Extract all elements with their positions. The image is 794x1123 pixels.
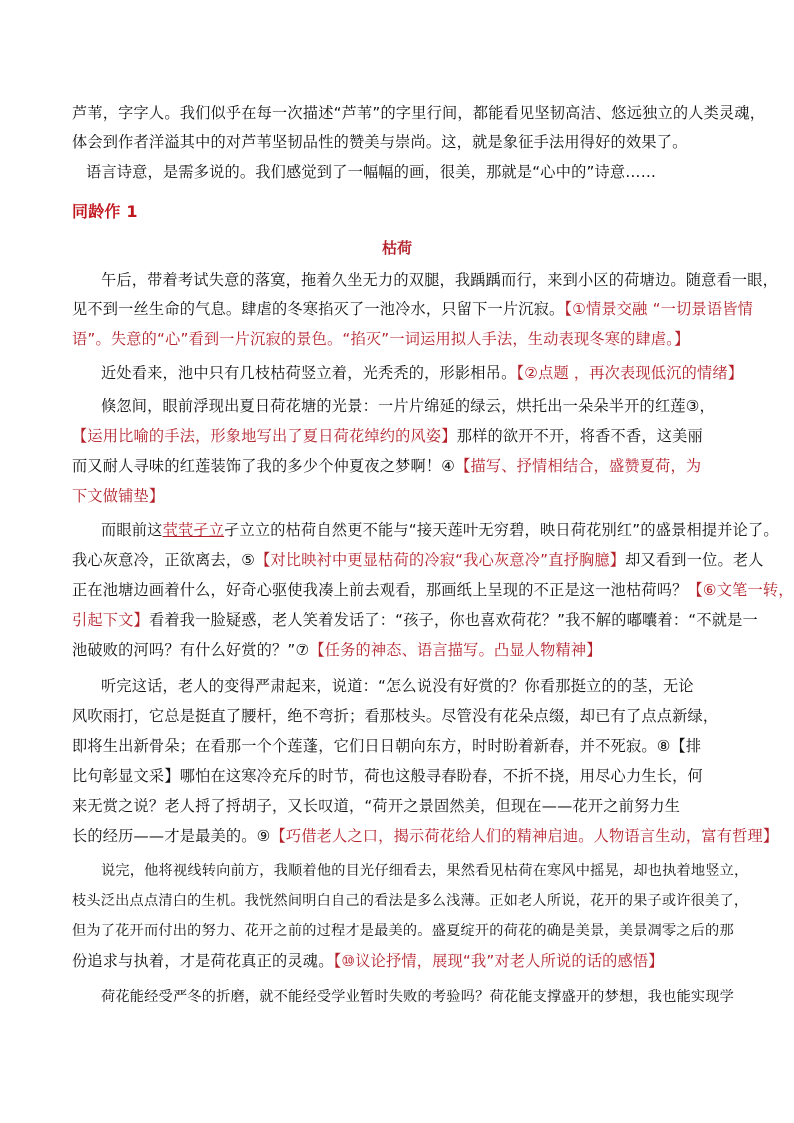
p4-line-5 [72,640,724,660]
p7-line-1: 荷花能经受严冬的折磨，就不能经受学业暂时失败的考验吗？荷花能支撑盛开的梦想，我也能实现学 [101,989,735,1005]
p4-annotation-c: 引起下文】 [72,611,149,629]
p5-text-6: 长的经历——才是最美的。⑨ [72,827,271,845]
intro-line-1: 芦苇，字字人。我们似乎在每一次描述“芦苇”的字里行间，都能看见坚韧高洁、悠远独立的人类灵魂， [72,104,766,122]
p4-annotation-d: 【任务的神态、语言描写。凸显人物精神】 [309,641,602,659]
p4-line-4 [72,610,758,630]
intro-line-3: 语言诗意，是需多说的。我们感觉到了一幅幅的画，很美，那就是“心中的”诗意…… [86,163,657,181]
p3-text-2: 那样的欲开不开，将香不香，这美丽 [456,427,703,445]
p2-text: 近处看来，池中只有几枝枯荷竖立着，光秃秃的，形影相吊。 [101,364,517,382]
p3-line-3 [72,456,724,476]
p5-annotation: 【巧借老人之口，揭示荷花给人们的精神启迪。人物语言生动，富有哲理】 [270,827,779,845]
p6-line-4 [72,951,724,971]
p3-line-1: 倏忽间，眼前浮现出夏日荷花塘的光景：一片片绵延的绿云，烘托出一朵朵半开的红莲③， [101,397,715,415]
p4-text-1c: 孑立立的枯荷自然更不能与“接天莲叶无穷碧，映日荷花别红”的盛景相提并论了。 [224,521,779,539]
p6-line-2: 枝头泛出点点清白的生机。我恍然间明白自己的看法是多么浅薄。正如老人所说，花开的果子或许很美了， [72,893,749,909]
p6-line-1: 说完，他将视线转向前方，我顺着他的目光仔细看去，果然看见枯荷在寒风中摇晃，却也执着地竖立， [101,863,749,879]
p1-text: 见不到一丝生命的气息。肆虐的冬寒掐灭了一池冷水，只留下一片沉寂。 [72,300,565,318]
p5-line-4: 比句彰显文采】哪怕在这寒冷充斥的时节，荷也这般寻春盼春，不折不挠，用尽心力生长，何 [72,767,703,785]
p4-line-1 [101,520,779,540]
p4-text-1a: 而眼前这 [101,521,163,539]
p5-line-6 [72,826,779,846]
p3-text-3: 而又耐人寻味的红莲装饰了我的多少个仲夏夜之梦啊！④ [72,457,456,475]
section-heading: 同龄作 1 [72,202,138,221]
p1-line-2 [72,299,753,319]
p1-annotation-b: 语”。失意的“心”看到一片沉寂的景色。“掐灭”一词运用拟人手法，生动表现冬寒的肆虐。】 [72,330,690,348]
p4-text-4: 看着我一脸疑惑，老人笑着发话了：“孩子，你也喜欢荷花？”我不解的嘟囔着：“不就是一 [148,611,758,629]
p1-line-1: 午后，带着考试失意的落寞，拖着久坐无力的双腿，我踽踽而行，来到小区的荷塘边。随意看一眼， [101,271,779,289]
essay-title: 枯荷 [381,239,412,257]
p3-annotation-b: 【描写、抒情相结合，盛赞夏荷，为 [455,457,702,475]
p2-line [101,363,744,383]
p6-line-3: 但为了花开而付出的努力、花开之前的过程才是最美的。盛夏绽开的荷花的确是美景，美景凋零之后的那 [72,923,734,939]
p4-annotation-b: 【⑥文笔一转， [687,581,794,599]
p3-line-2 [72,426,724,446]
p4-line-2 [72,550,764,570]
p6-text-4: 份追求与执着，才是荷花真正的灵魂。 [72,952,334,970]
p4-text-3: 正在池塘边画着什么，好奇心驱使我凑上前去观看，那画纸上呈现的不正是这一池枯荷吗？ [72,581,688,599]
p6-annotation: 【⑩议论抒情，展现“我”对老人所说的话的感悟】 [333,952,664,970]
p4-line-3 [72,580,794,600]
p5-line-5: 来无赏之说？老人捋了捋胡子，又长叹道，“荷开之景固然美，但现在——花开之前努力生 [72,797,681,815]
p2-annotation: 【②点题 ，再次表现低沉的情绪】 [516,364,744,382]
p4-text-2: 我心灰意冷，正欲离去，⑤ [72,551,256,569]
p5-line-1: 听完这话，老人的变得严肃起来，说道：“怎么说没有好赏的？你看那挺立的的茎，无论 [101,677,694,695]
p4-highlight: 茕茕孑立 [162,521,225,539]
p4-text-2b: 却又看到一位。老人 [625,551,764,569]
p4-text-5: 池破败的河吗？有什么好赏的？”⑦ [72,641,310,659]
p3-annotation-a: 【运用比喻的手法，形象地写出了夏日荷花绰约的风姿】 [72,427,457,445]
intro-line-2: 体会到作者洋溢其中的对芦苇坚韧品性的赞美与崇尚。这，就是象征手法用得好的效果了。 [72,133,688,151]
p5-line-2: 风吹雨打，它总是挺直了腰杆，绝不弯折；看那枝头。尽管没有花朵点缀，却已有了点点新绿， [72,707,719,725]
p3-annotation-c: 下文做铺垫】 [72,487,165,505]
p5-line-3: 即将生出新骨朵；在看那一个个莲蓬，它们日日朝向东方，时时盼着新春，并不死寂。⑧【排 [72,737,702,755]
p1-annotation-a: 【①情景交融 “一切景语皆情 [564,300,753,318]
p4-annotation-a: 【对比映衬中更显枯荷的冷寂“我心灰意冷”直抒胸臆】 [255,551,626,569]
